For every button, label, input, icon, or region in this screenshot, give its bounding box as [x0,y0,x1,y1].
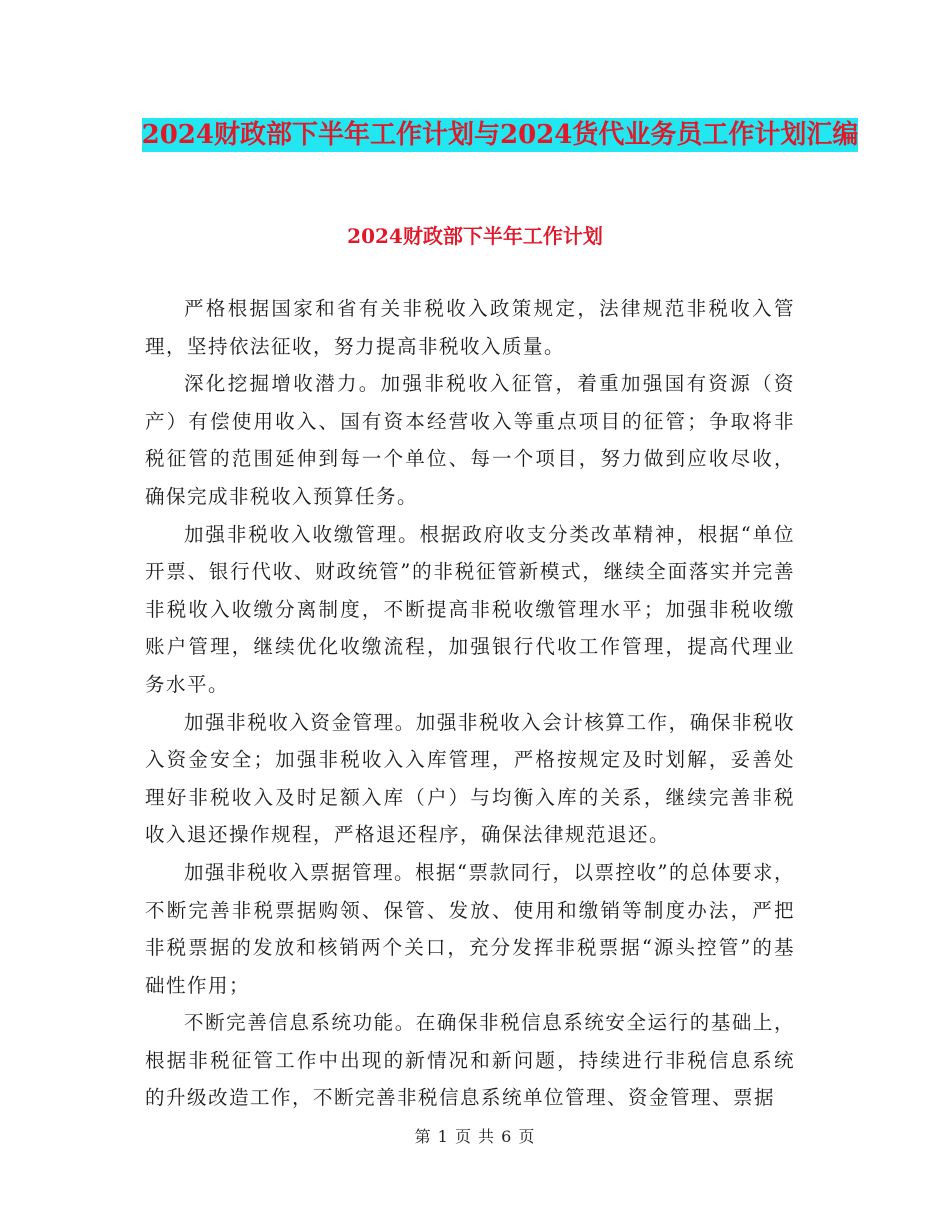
paragraph: 深化挖掘增收潜力。加强非税收入征管，着重加强国有资源（资产）有偿使用收入、国有资本经营收入等重点项目的征管；争取将非税征管的范围延伸到每一个单位、每一个项目，努力做到应收尽收，确保完成非税收入预算任务。 [145,372,795,508]
page-number-label: 第 1 页 共 6 页 [414,1127,536,1146]
document-title-text: 2024财政部下半年工作计划与2024货代业务员工作计划汇编 [141,120,859,150]
document-body [145,290,795,1117]
paragraph: 不断完善信息系统功能。在确保非税信息系统安全运行的基础上，根据非税征管工作中出现的新情况和新问题，持续进行非税信息系统的升级改造工作，不断完善非税信息系统单位管理、资金管理、票据 [145,1011,795,1110]
paragraph: 加强非税收入资金管理。加强非税收入会计核算工作，确保非税收入资金安全；加强非税收入入库管理，严格按规定及时划解，妥善处理好非税收入及时足额入库（户）与均衡入库的关系，继续完善非税收入退还操作规程，严格退还程序，确保法律规范退还。 [145,710,795,847]
paragraph: 加强非税收入票据管理。根据“票款同行，以票控收”的总体要求，不断完善非税票据购领、保管、发放、使用和缴销等制度办法，严把非税票据的发放和核销两个关口，充分发挥非税票据“源头控管”的基础性作用； [145,860,795,997]
page-footer [0,1124,950,1147]
paragraph: 加强非税收入收缴管理。根据政府收支分类改革精神，根据“单位开票、银行代收、财政统管”的非税征管新模式，继续全面落实并完善非税收入收缴分离制度，不断提高非税收缴管理水平；加强非税收缴账户管理，继续优化收缴流程，加强银行代收工作管理，提高代理业务水平。 [145,522,795,696]
section-title: 2024财政部下半年工作计划 [347,224,603,248]
paragraph: 严格根据国家和省有关非税收入政策规定，法律规范非税收入管理，坚持依法征收，努力提高非税收入质量。 [145,297,795,358]
document-title [140,113,860,157]
